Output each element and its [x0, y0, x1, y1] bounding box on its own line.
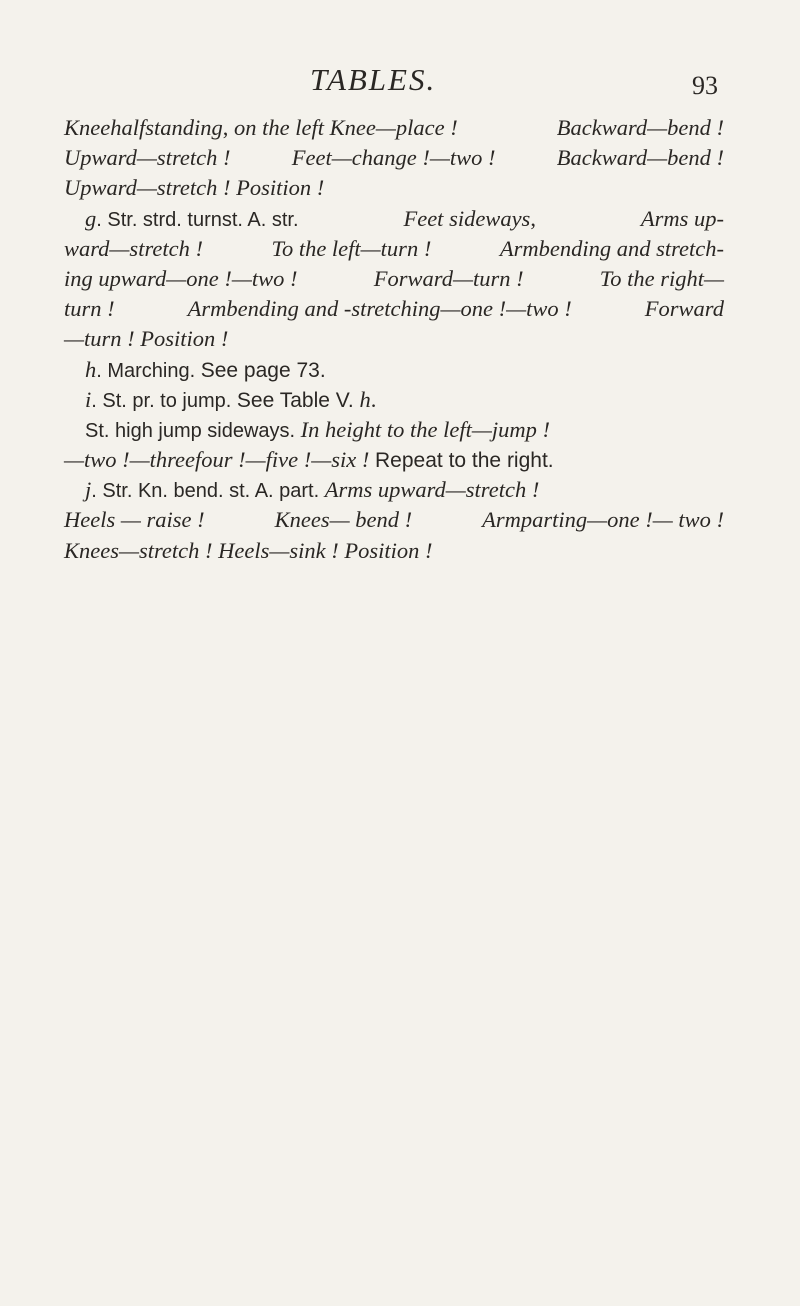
line-segment — [403, 204, 535, 234]
italic-text: on the left Knee—place ! — [228, 115, 458, 140]
italic-text: Position ! — [344, 537, 433, 563]
italic-text: ward—stretch ! — [64, 235, 203, 261]
italic-text: To the right— — [599, 265, 724, 291]
text-line-3 — [64, 173, 724, 203]
text-line-7 — [64, 294, 724, 324]
text-line-9 — [64, 355, 724, 385]
italic-text: Arms up- — [640, 205, 724, 231]
text-line-2 — [64, 143, 724, 173]
reference-text: See Table V. — [236, 388, 360, 412]
italic-text: Upward—stretch ! — [64, 175, 237, 201]
running-title: TABLES. — [310, 62, 437, 97]
italic-text: Arms upward—stretch ! — [324, 477, 540, 503]
text-line-1 — [64, 113, 724, 143]
italic-text: Feet—change !—two ! — [291, 145, 496, 171]
section-letter: h — [85, 356, 97, 382]
italic-text: Armbending and stretch- — [499, 235, 724, 261]
italic-text: Heels — raise ! — [64, 507, 205, 533]
italic-text: Backward—bend ! — [556, 145, 724, 171]
roman-text: Repeat to the right. — [375, 449, 554, 473]
text-line-8 — [64, 324, 724, 354]
text-line-11 — [64, 415, 724, 445]
page-number: 93 — [692, 71, 718, 100]
italic-text: Position ! — [236, 175, 325, 201]
italic-text: —two !—threefour !—five !—six ! — [64, 447, 376, 473]
italic-text: Forward—turn ! — [373, 265, 524, 291]
section-letter: j — [85, 477, 92, 503]
line-segment — [64, 113, 458, 143]
text-body — [64, 113, 724, 566]
italic-text: To the left—turn ! — [271, 235, 432, 261]
reference-text: See page 73. — [200, 358, 326, 382]
section-letter: g — [85, 205, 97, 231]
italic-text: Knees— bend ! — [274, 507, 413, 533]
text-line-10 — [64, 385, 724, 415]
italic-text: Forward — [644, 296, 724, 322]
italic-text: Backward—bend ! — [556, 115, 724, 140]
line-segment — [85, 204, 299, 234]
italic-text: h — [359, 386, 371, 412]
text-line-6 — [64, 264, 724, 294]
italic-text: Upward—stretch ! — [64, 145, 231, 171]
italic-text: ing upward—one !—two ! — [64, 265, 298, 291]
italic-text: Kneehalfstanding — [64, 115, 223, 140]
italic-text: Armbending and -stretching—one !—two ! — [187, 296, 572, 322]
roman-text: , — [222, 115, 229, 140]
italic-text: Armparting—one !— two ! — [482, 507, 724, 533]
text-line-14 — [64, 505, 724, 535]
italic-text: sideways — [449, 205, 531, 231]
text-line-4 — [64, 204, 724, 234]
abbreviation-text: . Str. strd. turnst. A. str. — [96, 208, 299, 231]
section-letter: i — [85, 386, 92, 412]
abbreviation-text: . Marching. — [96, 359, 201, 382]
italic-text: turn ! — [64, 296, 115, 322]
italic-text: Feet — [403, 205, 450, 231]
roman-text: , — [530, 205, 536, 231]
italic-text: Heels—sink ! — [218, 537, 345, 563]
abbreviation-text: St. high jump sideways. — [85, 419, 301, 442]
italic-text: Knees—stretch ! — [64, 537, 219, 563]
roman-text: . — [370, 386, 377, 412]
text-line-5 — [64, 234, 724, 264]
running-head — [0, 62, 800, 102]
italic-text: Position ! — [140, 326, 229, 352]
abbreviation-text: . Str. Kn. bend. st. A. part. — [91, 480, 325, 503]
text-line-13 — [64, 475, 724, 505]
italic-text: In height to the left—jump ! — [300, 416, 550, 442]
text-line-15 — [64, 536, 724, 566]
abbreviation-text: . St. pr. to jump. — [91, 389, 237, 412]
text-line-12 — [64, 445, 724, 475]
italic-text: —turn ! — [64, 326, 141, 352]
